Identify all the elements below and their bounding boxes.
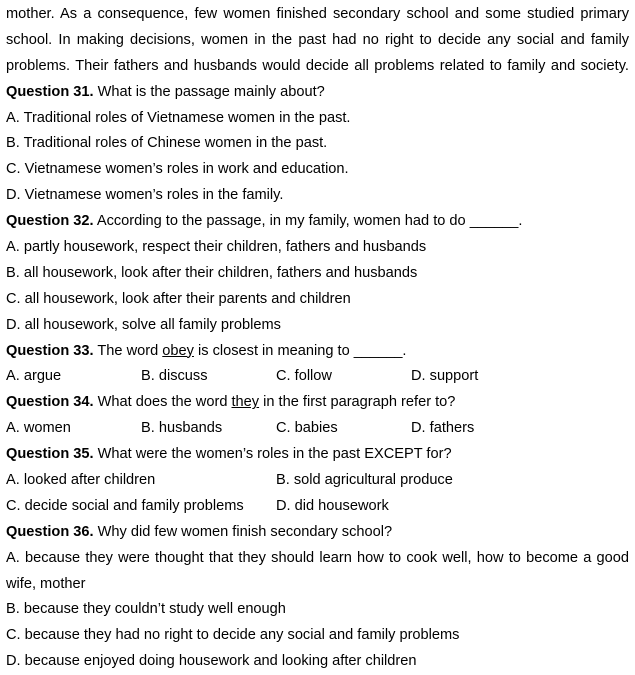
q35-option-b: B. sold agricultural produce xyxy=(276,472,453,489)
q36-option-d: D. because enjoyed doing housework and looking after children xyxy=(6,653,417,670)
q35-option-c: C. decide social and family problems xyxy=(6,497,244,514)
q34-option-a: A. women xyxy=(6,420,71,437)
question-label: Question 32. xyxy=(6,213,94,230)
question-text-before: The word xyxy=(93,342,163,359)
underlined-word: they xyxy=(231,394,260,411)
question-33 xyxy=(6,339,629,365)
question-36 xyxy=(6,520,629,546)
question-text-before: What does the word xyxy=(93,394,232,411)
question-label: Question 35. xyxy=(6,446,94,463)
q35-option-a: A. looked after children xyxy=(6,472,156,489)
q33-options xyxy=(6,364,629,390)
passage-line: problems. Their fathers and husbands would decide all problems related to family and society. xyxy=(6,57,629,74)
q32-option-a: A. partly housework, respect their children, fathers and husbands xyxy=(6,239,427,256)
passage-line: mother. As a consequence, few women finished secondary school and some studied primary xyxy=(6,6,629,22)
question-32 xyxy=(6,209,629,235)
q35-option-d: D. did housework xyxy=(276,497,389,514)
question-text: Why did few women finish secondary school? xyxy=(93,523,393,540)
q33-option-d: D. support xyxy=(411,368,479,385)
q34-options xyxy=(6,416,629,442)
q33-option-b: B. discuss xyxy=(141,368,208,385)
q36-option-b: B. because they couldn’t study well enough xyxy=(6,601,286,618)
question-label: Question 31. xyxy=(6,83,94,100)
question-text-after: in the first paragraph refer to? xyxy=(259,394,456,411)
q31-option-a: A. Traditional roles of Vietnamese women in the past. xyxy=(6,109,351,126)
q34-option-d: D. fathers xyxy=(411,420,475,437)
q36-option-c: C. because they had no right to decide any social and family problems xyxy=(6,627,460,644)
question-label: Question 33. xyxy=(6,342,94,359)
question-text: What were the women’s roles in the past EXCEPT for? xyxy=(93,446,452,463)
question-text: According to the passage, in my family, women had to do ______. xyxy=(93,213,523,230)
q34-option-c: C. babies xyxy=(276,420,338,437)
q32-option-b: B. all housework, look after their children, fathers and husbands xyxy=(6,264,418,281)
q31-option-d: D. Vietnamese women’s roles in the family. xyxy=(6,187,284,204)
question-text-after: is closest in meaning to ______. xyxy=(193,342,407,359)
underlined-word: obey xyxy=(162,342,194,359)
q36-option-a-line-1: A. because they were thought that they should learn how to cook well, how to become a good xyxy=(6,549,629,566)
question-31 xyxy=(6,80,629,106)
q33-option-a: A. argue xyxy=(6,368,62,385)
q36-option-a-line-2: wife, mother xyxy=(6,575,86,592)
question-34 xyxy=(6,390,629,416)
q31-option-c: C. Vietnamese women’s roles in work and education. xyxy=(6,161,349,178)
passage-line: school. In making decisions, women in the past had no right to decide any social and family xyxy=(6,31,629,48)
q34-option-b: B. husbands xyxy=(141,420,223,437)
q32-option-c: C. all housework, look after their parents and children xyxy=(6,290,351,307)
q33-option-c: C. follow xyxy=(276,368,332,385)
q35-options-row-1 xyxy=(6,468,629,494)
question-35 xyxy=(6,442,629,468)
q31-option-b: B. Traditional roles of Chinese women in the past. xyxy=(6,135,328,152)
question-text: What is the passage mainly about? xyxy=(93,83,325,100)
q35-options-row-2 xyxy=(6,494,629,520)
q32-option-d: D. all housework, solve all family problems xyxy=(6,316,281,333)
question-label: Question 36. xyxy=(6,523,94,540)
question-label: Question 34. xyxy=(6,394,94,411)
